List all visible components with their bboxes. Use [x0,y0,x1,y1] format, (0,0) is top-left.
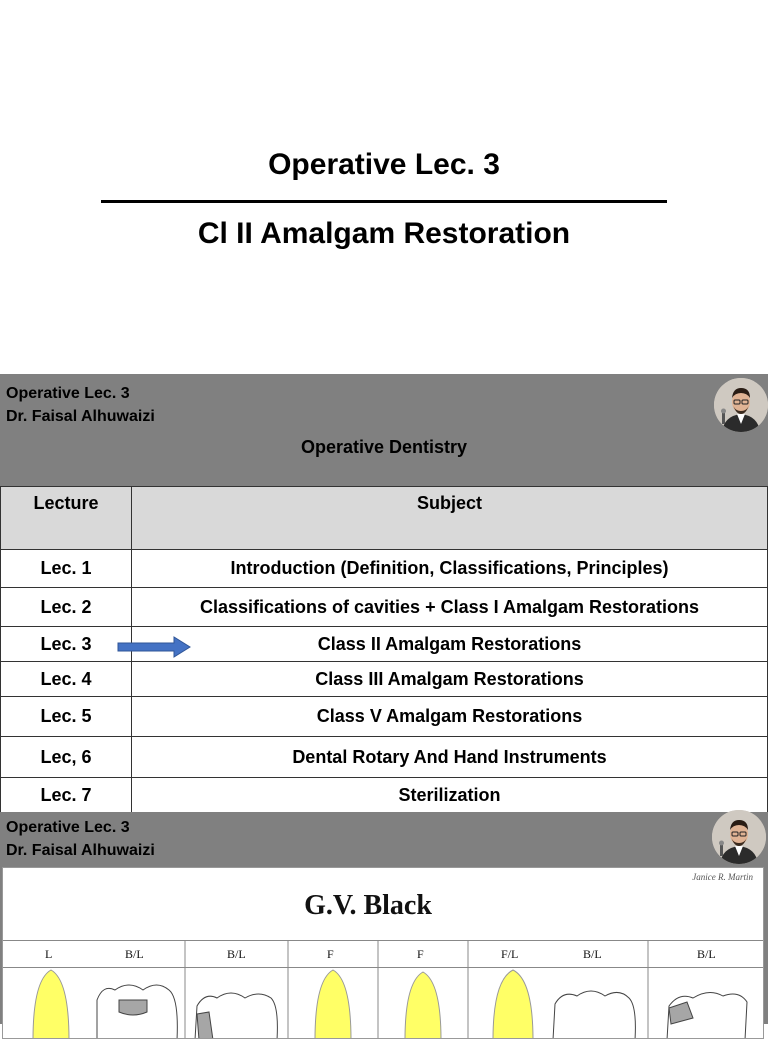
tooth-drawings [3,940,763,1039]
slide-header-lecture: Operative Lec. 3 [6,819,130,836]
lecture-cell: Lec, 6 [1,737,132,778]
subject-cell: Class III Amalgam Restorations [132,662,768,697]
lecture-table [0,486,768,814]
gv-black-slide [0,812,768,1024]
lecture-cell: Lec. 7 [1,778,132,814]
gv-black-figure [2,867,764,1039]
view-label: B/L [697,947,716,961]
subject-cell: Dental Rotary And Hand Instruments [132,737,768,778]
view-label: F [327,947,334,961]
subject-cell [132,627,768,662]
slide-title: Operative Lec. 3 [268,148,500,181]
view-label: B/L [227,947,246,961]
syllabus-slide [0,374,768,812]
table-header-row [1,487,768,550]
table-row [1,778,768,814]
subject-cell: Sterilization [132,778,768,814]
title-slide [0,0,768,374]
subject-cell: Class V Amalgam Restorations [132,697,768,737]
author-avatar [714,378,768,432]
subject-cell: Introduction (Definition, Classifications, Principles) [132,550,768,588]
table-heading: Operative Dentistry [300,437,468,457]
column-header-subject: Subject [132,487,768,550]
view-label: B/L [583,947,602,961]
view-label: L [45,947,53,961]
person-icon [714,378,768,432]
person-icon [712,810,766,864]
table-row [1,588,768,627]
slide-subtitle: Cl II Amalgam Restoration [197,217,571,250]
view-label: F [417,947,424,961]
table-row-current [1,627,768,662]
table-row [1,550,768,588]
author-avatar [712,810,766,864]
slide-header-author: Dr. Faisal Alhuwaizi [6,408,155,425]
subject-text: Class II Amalgam Restorations [317,633,582,654]
table-row [1,737,768,778]
lecture-cell: Lec. 4 [1,662,132,697]
lecture-cell: Lec. 5 [1,697,132,737]
tooth-views-grid [3,940,763,1039]
view-label: F/L [501,947,519,961]
table-row [1,697,768,737]
current-lecture-arrow-icon [116,636,192,658]
slide-header-author: Dr. Faisal Alhuwaizi [6,842,155,859]
figure-author: Janice R. Martin [692,872,753,882]
lecture-cell: Lec. 2 [1,588,132,627]
slide-header-lecture: Operative Lec. 3 [6,385,130,402]
title-divider [101,200,667,203]
column-header-lecture: Lecture [1,487,132,550]
view-label: B/L [125,947,144,961]
lecture-cell: Lec. 3 [1,627,132,662]
subject-cell: Classifications of cavities + Class I Amalgam Restorations [132,588,768,627]
figure-title: G.V. Black [304,890,432,921]
table-row [1,662,768,697]
lecture-cell: Lec. 1 [1,550,132,588]
